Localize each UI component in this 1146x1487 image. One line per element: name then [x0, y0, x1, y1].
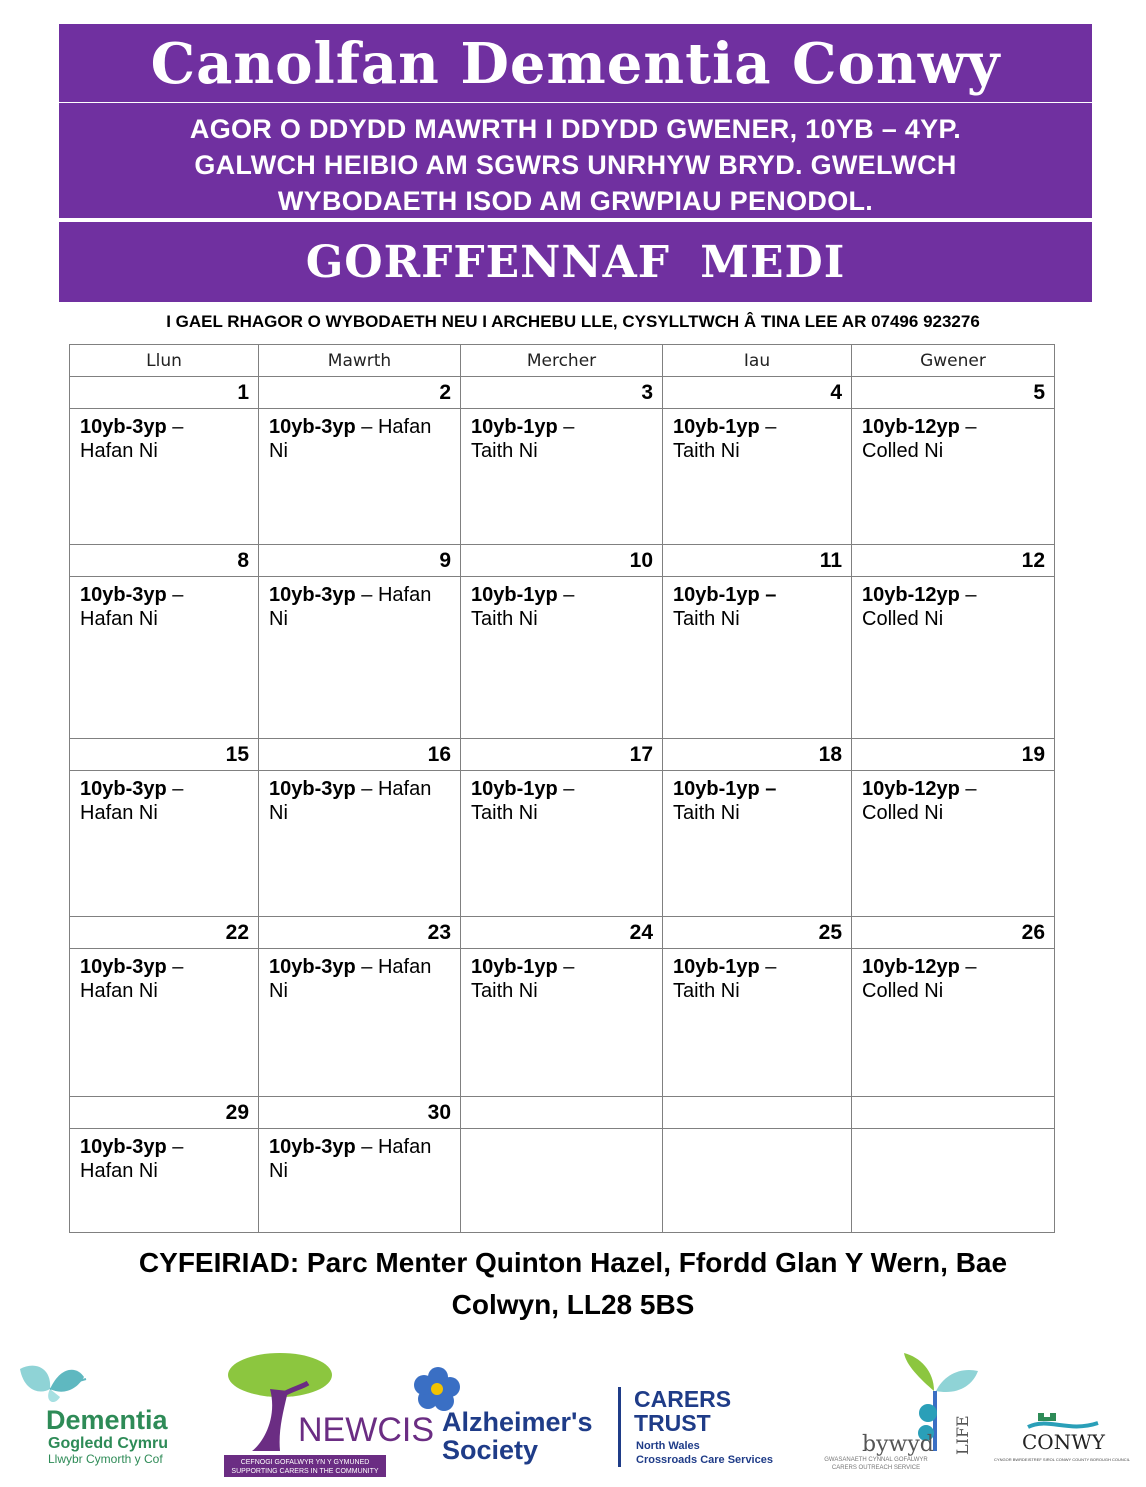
newcis-name: NEWCIS [298, 1411, 434, 1449]
event-line2: Taith Ni [673, 440, 740, 462]
event-line1 [673, 415, 841, 439]
event-line2: Ni [269, 980, 288, 1002]
event-title-part: – [959, 956, 977, 978]
carers-trust-line2: TRUST [634, 1410, 711, 1436]
carers-trust-line1: CARERS [634, 1386, 732, 1412]
event-line2: Taith Ni [471, 608, 538, 630]
newcis-tag-english: SUPPORTING CARERS IN THE COMMUNITY [231, 1468, 379, 1475]
event-line2: Ni [269, 608, 288, 630]
event-title-part: – Hafan [355, 584, 432, 606]
date-row [70, 377, 1055, 409]
event-title-part: – [557, 416, 575, 438]
event-title-part: – [557, 956, 575, 978]
event-cell-tuesday [259, 771, 461, 917]
event-title-part: – [557, 584, 575, 606]
weekday-monday: Llun [70, 345, 259, 377]
event-cell-friday [852, 949, 1055, 1097]
alzheimers-society-logo [414, 1365, 594, 1475]
dementia-logo-line1: Dementia [46, 1405, 168, 1435]
event-cell-monday [70, 409, 259, 545]
event-line2: Taith Ni [673, 802, 740, 824]
event-cell-friday [852, 1129, 1055, 1233]
event-row [70, 409, 1055, 545]
date-number-tuesday: 2 [259, 377, 461, 409]
conwy-council-logo [994, 1407, 1130, 1467]
date-number-wednesday: 17 [461, 739, 663, 771]
weekday-friday: Gwener [852, 345, 1055, 377]
groups-info-line: WYBODAETH ISOD AM GRWPIAU PENODOL. [277, 186, 874, 216]
date-number-friday: 5 [852, 377, 1055, 409]
event-cell-monday [70, 771, 259, 917]
event-title-part: – Hafan [355, 1136, 432, 1158]
event-line1 [269, 583, 450, 607]
event-line2: Taith Ni [673, 980, 740, 1002]
event-line2: Colled Ni [862, 980, 944, 1002]
event-cell-wednesday [461, 949, 663, 1097]
event-line2: Colled Ni [862, 608, 944, 630]
date-row [70, 545, 1055, 577]
conwy-name: CONWY [1022, 1430, 1105, 1454]
event-time: 10yb-1yp [471, 778, 558, 800]
dementia-gogledd-cymru-logo [14, 1357, 204, 1467]
event-title-part: – [959, 778, 977, 800]
event-line1 [673, 583, 841, 607]
event-line1 [80, 955, 248, 979]
event-title-part: – [959, 584, 977, 606]
date-row [70, 739, 1055, 771]
event-cell-tuesday [259, 1129, 461, 1233]
event-cell-monday [70, 1129, 259, 1233]
event-line1 [471, 777, 652, 801]
dementia-logo-line3: Llwybr Cymorth y Cof [48, 1452, 163, 1466]
newcis-tag-welsh: CEFNOGI GOFALWYR YN Y GYMUNED [240, 1459, 370, 1466]
subtitle-banner [59, 103, 1092, 218]
date-number-thursday [663, 1097, 852, 1129]
event-time: 10yb-3yp [269, 416, 356, 438]
date-number-friday: 26 [852, 917, 1055, 949]
event-cell-thursday [663, 1129, 852, 1233]
dementia-logo-line2: Gogledd Cymru [48, 1435, 169, 1452]
date-number-thursday: 11 [663, 545, 852, 577]
contact-info: I GAEL RHAGOR O WYBODAETH NEU I ARCHEBU LLE, CYSYLLTWCH Â TINA LEE AR 07496 923276 [166, 312, 980, 331]
event-title-part: – Hafan [355, 778, 432, 800]
event-cell-wednesday [461, 577, 663, 739]
bywyd-tag-english: CARERS OUTREACH SERVICE [831, 1465, 921, 1471]
calendar-table [69, 344, 1055, 1233]
castle-wave-icon [1028, 1413, 1098, 1427]
event-time: 10yb-3yp [80, 778, 167, 800]
event-time: 10yb-3yp [80, 1136, 167, 1158]
event-line2: Colled Ni [862, 802, 944, 824]
event-time: 10yb-1yp [673, 416, 760, 438]
event-time: 10yb-3yp [269, 956, 356, 978]
event-line1 [471, 955, 652, 979]
event-cell-wednesday [461, 771, 663, 917]
event-title-part: – [759, 956, 777, 978]
alzheimers-line2: Society [442, 1435, 539, 1465]
weekday-wednesday: Mercher [461, 345, 663, 377]
event-line2: Taith Ni [471, 440, 538, 462]
opening-hours-line: AGOR O DDYDD MAWRTH I DDYDD GWENER, 10YB – 4YP. [189, 114, 962, 144]
event-cell-thursday [663, 577, 852, 739]
event-title-part: – [166, 778, 184, 800]
life-side-text: LIFE [953, 1415, 972, 1455]
event-time: 10yb-3yp [80, 416, 167, 438]
carers-trust-line4: Crossroads Care Services [636, 1454, 773, 1466]
date-row [70, 1097, 1055, 1129]
event-time: 10yb-3yp [269, 778, 356, 800]
event-time: 10yb-12yp [862, 416, 960, 438]
event-line1 [862, 415, 1044, 439]
event-cell-friday [852, 771, 1055, 917]
weekday-header-row [70, 345, 1055, 377]
date-number-tuesday: 30 [259, 1097, 461, 1129]
event-time: 10yb-1yp – [673, 778, 777, 800]
event-title-part: – [166, 584, 184, 606]
date-number-tuesday: 9 [259, 545, 461, 577]
event-line1 [80, 583, 248, 607]
event-line1 [471, 583, 652, 607]
date-number-wednesday: 24 [461, 917, 663, 949]
date-number-wednesday: 3 [461, 377, 663, 409]
event-title-part: – [759, 416, 777, 438]
newcis-logo [222, 1349, 434, 1479]
event-line2: Taith Ni [471, 802, 538, 824]
event-title-part: – [166, 956, 184, 978]
event-line1 [80, 1135, 248, 1159]
event-title-part: – [166, 1136, 184, 1158]
event-cell-friday [852, 577, 1055, 739]
event-cell-wednesday [461, 1129, 663, 1233]
event-line1 [471, 415, 652, 439]
event-line1 [269, 415, 450, 439]
event-line1 [862, 583, 1044, 607]
event-line2: Taith Ni [673, 608, 740, 630]
event-cell-thursday [663, 409, 852, 545]
date-number-monday: 15 [70, 739, 259, 771]
carers-trust-logo [616, 1383, 791, 1473]
event-time: 10yb-12yp [862, 778, 960, 800]
event-title-part: – [959, 416, 977, 438]
date-number-tuesday: 23 [259, 917, 461, 949]
bywyd-name: bywyd [862, 1432, 934, 1457]
date-number-wednesday [461, 1097, 663, 1129]
event-title-part: – [557, 778, 575, 800]
alzheimers-line1: Alzheimer's [442, 1407, 593, 1437]
event-line1 [862, 955, 1044, 979]
event-line2: Hafan Ni [80, 608, 158, 630]
event-line2: Ni [269, 1160, 288, 1182]
date-number-tuesday: 16 [259, 739, 461, 771]
carers-trust-line3: North Wales [636, 1440, 700, 1452]
event-title-part: – Hafan [355, 416, 432, 438]
date-number-friday: 12 [852, 545, 1055, 577]
date-number-wednesday: 10 [461, 545, 663, 577]
event-time: 10yb-3yp [80, 584, 167, 606]
event-time: 10yb-3yp [269, 584, 356, 606]
event-line1 [80, 415, 248, 439]
event-line2: Hafan Ni [80, 980, 158, 1002]
date-number-thursday: 4 [663, 377, 852, 409]
date-number-monday: 22 [70, 917, 259, 949]
date-number-friday [852, 1097, 1055, 1129]
date-number-friday: 19 [852, 739, 1055, 771]
date-number-monday: 1 [70, 377, 259, 409]
event-line1 [80, 777, 248, 801]
event-cell-friday [852, 409, 1055, 545]
event-line1 [269, 1135, 450, 1159]
event-line2: Ni [269, 440, 288, 462]
event-time: 10yb-1yp – [673, 584, 777, 606]
event-line1 [673, 777, 841, 801]
weekday-thursday: Iau [663, 345, 852, 377]
event-cell-monday [70, 949, 259, 1097]
event-row [70, 1129, 1055, 1233]
title-banner [59, 24, 1092, 102]
event-line1 [862, 777, 1044, 801]
event-line2: Taith Ni [471, 980, 538, 1002]
event-cell-tuesday [259, 577, 461, 739]
event-cell-wednesday [461, 409, 663, 545]
event-row [70, 771, 1055, 917]
date-row [70, 917, 1055, 949]
event-line1 [269, 955, 450, 979]
event-time: 10yb-1yp [471, 956, 558, 978]
event-time: 10yb-3yp [80, 956, 167, 978]
date-number-monday: 29 [70, 1097, 259, 1129]
event-time: 10yb-12yp [862, 956, 960, 978]
page-title: Canolfan Dementia Conwy [150, 31, 1001, 97]
month-heading: GORFFENNAF MEDI [305, 237, 846, 288]
event-time: 10yb-1yp [471, 416, 558, 438]
partner-logos [0, 1345, 1146, 1480]
event-time: 10yb-1yp [471, 584, 558, 606]
bywyd-life-logo [808, 1351, 988, 1473]
butterfly-icon [20, 1366, 86, 1402]
weekday-tuesday: Mawrth [259, 345, 461, 377]
event-time: 10yb-3yp [269, 1136, 356, 1158]
event-line2: Ni [269, 802, 288, 824]
event-line1 [673, 955, 841, 979]
address: CYFEIRIAD: Parc Menter Quinton Hazel, Ffordd Glan Y Wern, Bae Colwyn, LL28 5BS [138, 1247, 1008, 1320]
event-line2: Hafan Ni [80, 802, 158, 824]
event-line2: Hafan Ni [80, 440, 158, 462]
event-time: 10yb-12yp [862, 584, 960, 606]
date-number-thursday: 18 [663, 739, 852, 771]
event-title-part: – [166, 416, 184, 438]
event-line1 [269, 777, 450, 801]
drop-in-line: GALWCH HEIBIO AM SGWRS UNRHYW BRYD. GWELWCH [194, 150, 957, 180]
event-cell-thursday [663, 949, 852, 1097]
date-number-monday: 8 [70, 545, 259, 577]
event-title-part: – Hafan [355, 956, 432, 978]
event-line2: Colled Ni [862, 440, 944, 462]
event-line2: Hafan Ni [80, 1160, 158, 1182]
month-banner [59, 222, 1092, 302]
event-row [70, 577, 1055, 739]
event-cell-monday [70, 577, 259, 739]
date-number-thursday: 25 [663, 917, 852, 949]
event-cell-thursday [663, 771, 852, 917]
event-cell-tuesday [259, 949, 461, 1097]
bywyd-tag-welsh: GWASANAETH CYNNAL GOFALWYR [824, 1457, 928, 1463]
event-row [70, 949, 1055, 1097]
event-cell-tuesday [259, 409, 461, 545]
conwy-tag: CYNGOR BWRDEISTREF SIROL CONWY COUNTY BOROUGH COUNCIL [994, 1457, 1130, 1462]
event-time: 10yb-1yp [673, 956, 760, 978]
forget-me-not-icon [414, 1367, 460, 1411]
